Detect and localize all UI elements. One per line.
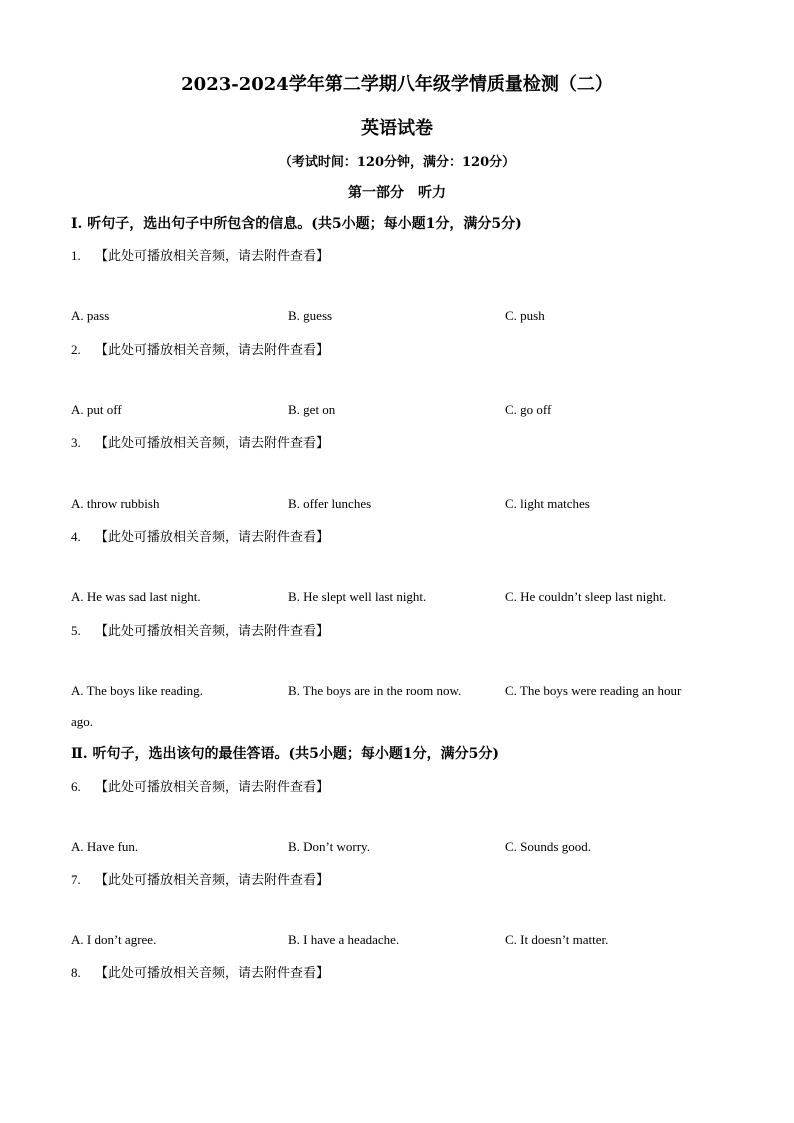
option-a[interactable]: A. throw rubbish bbox=[71, 496, 160, 511]
audio-prompt[interactable]: 【此处可播放相关音频，请去附件查看】 bbox=[95, 966, 330, 981]
option-b[interactable]: B. The boys are in the room now. bbox=[288, 683, 462, 698]
option-c[interactable]: C. light matches bbox=[505, 496, 590, 511]
option-a[interactable]: A. The boys like reading. bbox=[71, 683, 203, 698]
exam-title: 2023-2024学年第二学期八年级学情质量检测（二） bbox=[181, 74, 613, 95]
option-c[interactable]: C. He couldn’t sleep last night. bbox=[505, 589, 667, 604]
question-6 bbox=[71, 776, 329, 795]
exam-note: （考试时间：120分钟，满分：120分） bbox=[278, 155, 516, 170]
section-heading-2: Ⅱ. 听句子，选出该句的最佳答语。(共5小题；每小题1分，满分5分) bbox=[71, 746, 500, 762]
question-number: 1. bbox=[71, 248, 81, 263]
question-3 bbox=[71, 432, 329, 451]
option-c-wrap: ago. bbox=[71, 714, 94, 729]
audio-prompt[interactable]: 【此处可播放相关音频，请去附件查看】 bbox=[95, 436, 330, 451]
question-7 bbox=[71, 869, 329, 888]
option-a[interactable]: A. I don’t agree. bbox=[71, 932, 157, 947]
exam-subtitle: 英语试卷 bbox=[361, 118, 433, 139]
question-8 bbox=[71, 962, 329, 981]
part-heading: 第一部分 听力 bbox=[348, 185, 446, 201]
option-b[interactable]: B. offer lunches bbox=[288, 496, 372, 511]
option-c[interactable]: C. push bbox=[505, 308, 545, 323]
audio-prompt[interactable]: 【此处可播放相关音频，请去附件查看】 bbox=[95, 624, 330, 639]
question-number: 4. bbox=[71, 529, 81, 544]
question-number: 6. bbox=[71, 779, 81, 794]
audio-prompt[interactable]: 【此处可播放相关音频，请去附件查看】 bbox=[95, 530, 330, 545]
question-4 bbox=[71, 526, 329, 545]
option-c[interactable]: C. go off bbox=[505, 402, 552, 417]
audio-prompt[interactable]: 【此处可播放相关音频，请去附件查看】 bbox=[95, 873, 330, 888]
question-number: 2. bbox=[71, 342, 81, 357]
question-number: 8. bbox=[71, 965, 81, 980]
question-number: 7. bbox=[71, 872, 81, 887]
option-b[interactable]: B. He slept well last night. bbox=[288, 589, 427, 604]
audio-prompt[interactable]: 【此处可播放相关音频，请去附件查看】 bbox=[95, 343, 330, 358]
option-b[interactable]: B. I have a headache. bbox=[288, 932, 400, 947]
question-number: 5. bbox=[71, 623, 81, 638]
option-a[interactable]: A. pass bbox=[71, 308, 110, 323]
question-2 bbox=[71, 339, 329, 358]
option-a[interactable]: A. He was sad last night. bbox=[71, 589, 201, 604]
option-c[interactable]: C. It doesn’t matter. bbox=[505, 932, 609, 947]
option-a[interactable]: A. Have fun. bbox=[71, 839, 139, 854]
option-a[interactable]: A. put off bbox=[71, 402, 122, 417]
section-heading-1: I. 听句子，选出句子中所包含的信息。(共5小题；每小题1分，满分5分) bbox=[71, 216, 522, 232]
question-1 bbox=[71, 245, 329, 264]
option-c[interactable]: C. The boys were reading an hour bbox=[505, 683, 682, 698]
question-number: 3. bbox=[71, 435, 81, 450]
option-b[interactable]: B. guess bbox=[288, 308, 333, 323]
option-c[interactable]: C. Sounds good. bbox=[505, 839, 591, 854]
audio-prompt[interactable]: 【此处可播放相关音频，请去附件查看】 bbox=[95, 780, 330, 795]
question-5 bbox=[71, 620, 329, 639]
audio-prompt[interactable]: 【此处可播放相关音频，请去附件查看】 bbox=[95, 249, 330, 264]
option-b[interactable]: B. Don’t worry. bbox=[288, 839, 370, 854]
option-b[interactable]: B. get on bbox=[288, 402, 336, 417]
